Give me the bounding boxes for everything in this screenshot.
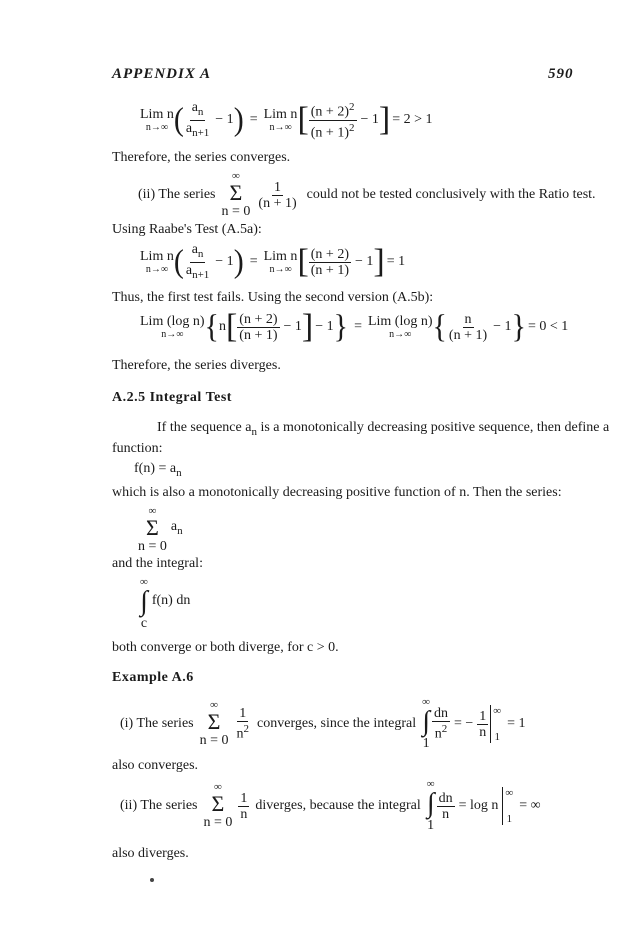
- integral-symbol: ∞ ∫ 1: [426, 778, 435, 833]
- fraction: $\frac{1}{n}$: [240, 790, 248, 822]
- series-expression: ∞ Σ n = 0 $a_n$: [138, 505, 183, 554]
- running-header: APPENDIX A: [112, 66, 212, 82]
- paragraph-text: also converges.: [112, 758, 199, 773]
- integral-symbol: ∞ ∫ 1: [422, 696, 430, 751]
- paragraph-text: also diverges.: [112, 846, 189, 861]
- fraction: $\frac{1}{n^2}$: [236, 706, 250, 742]
- summation-symbol: ∞ Σ n = 0: [203, 781, 233, 830]
- paragraph-text: Therefore, the series converges.: [112, 150, 291, 165]
- fraction: $\frac{1}{(n + 1)}$: [258, 179, 297, 211]
- section-heading: A.2.5 Integral Test: [112, 390, 232, 405]
- fraction: $\frac{a_n}{a_{n+1}}$: [185, 242, 210, 281]
- fraction: $\frac{(n + 2)^2}{(n + 1)^2}$: [310, 101, 355, 141]
- fraction: $\frac{(n + 2)}{(n + 1)}$: [310, 246, 349, 278]
- series-statement: (ii) The series ∞ Σ n = 0 $\frac{1}{(n + 1)}$ could not be tested conclusively with the Ratio test.: [138, 170, 596, 219]
- fraction: $\frac{(n + 2)}{(n + 1)}$: [239, 311, 278, 343]
- paragraph-text: Using Raabe's Test (A.5a):: [112, 222, 262, 237]
- paragraph-text: If the sequence $a_n$ is a monotonically decreasing positive sequence, then define a: [157, 420, 610, 438]
- integral-symbol: ∞ ∫ c: [140, 576, 148, 631]
- paragraph-text: Therefore, the series diverges.: [112, 358, 281, 373]
- fraction: $\frac{a_n}{a_{n+1}}$: [185, 100, 210, 139]
- function-definition: $f(n) = a_n$: [134, 461, 182, 479]
- page-number: 590: [548, 66, 574, 82]
- integral-expression: ∞ ∫ c f(n) dn: [140, 576, 191, 631]
- paragraph-text: Thus, the first test fails. Using the second version (A.5b):: [112, 290, 434, 305]
- summation-symbol: ∞ Σ n = 0: [199, 699, 229, 748]
- summation-symbol: ∞ Σ n = 0: [138, 505, 167, 554]
- example-i-statement: (i) The series ∞ Σ n = 0 $\frac{1}{n^2}$ converges, since the integral ∞ ∫ 1 $\frac{dn}{n^2}$ = − $\frac{1}{n}$ ∞ 1 = 1: [120, 696, 526, 751]
- equation-raabe-limit: Lim n n→∞ ( $\frac{a_n}{a_{n+1}}$ − 1 ) = Lim n n→∞ [ $\frac{(n + 2)}{(n + 1)}$ − 1 ] = 1: [140, 242, 406, 281]
- summation-symbol: ∞ Σ n = 0: [221, 170, 251, 219]
- paragraph-text: and the integral:: [112, 556, 203, 571]
- evaluation-bar: ∞ 1: [502, 787, 513, 825]
- fraction: $\frac{n}{(n + 1)}$: [448, 311, 488, 343]
- stray-mark: [150, 878, 154, 882]
- equation-second-version: Lim (log n) n→∞ { n [ $\frac{(n + 2)}{(n + 1)}$ − 1 ] − 1 } = Lim (log n) n→∞ { $\frac{n}{(n + 1)}$ − 1 } = 0 < 1: [140, 308, 569, 345]
- example-heading: Example A.6: [112, 670, 194, 685]
- example-ii-statement: (ii) The series ∞ Σ n = 0 $\frac{1}{n}$ diverges, because the integral ∞ ∫ 1 $\frac{dn}{n}$ = log n ∞ 1 = ∞: [120, 778, 541, 833]
- limit-operator: Lim n n→∞: [140, 107, 174, 134]
- fraction: $\frac{1}{n}$: [479, 708, 487, 740]
- fraction: $\frac{dn}{n}$: [438, 790, 453, 822]
- paragraph-text: function:: [112, 441, 163, 456]
- paragraph-text: which is also a monotonically decreasing positive function of n. Then the series:: [112, 485, 562, 500]
- equation-ratio-limit: Lim n n→∞ ( $\frac{a_n}{a_{n+1}}$ − 1 ) = Lim n n→∞ [ $\frac{(n + 2)^2}{(n + 1)^2}$ − 1 ] = 2 > 1: [140, 100, 433, 141]
- paragraph-text: both converge or both diverge, for c > 0.: [112, 640, 339, 655]
- evaluation-bar: ∞ 1: [490, 705, 501, 743]
- fraction: $\frac{dn}{n^2}$: [434, 706, 448, 742]
